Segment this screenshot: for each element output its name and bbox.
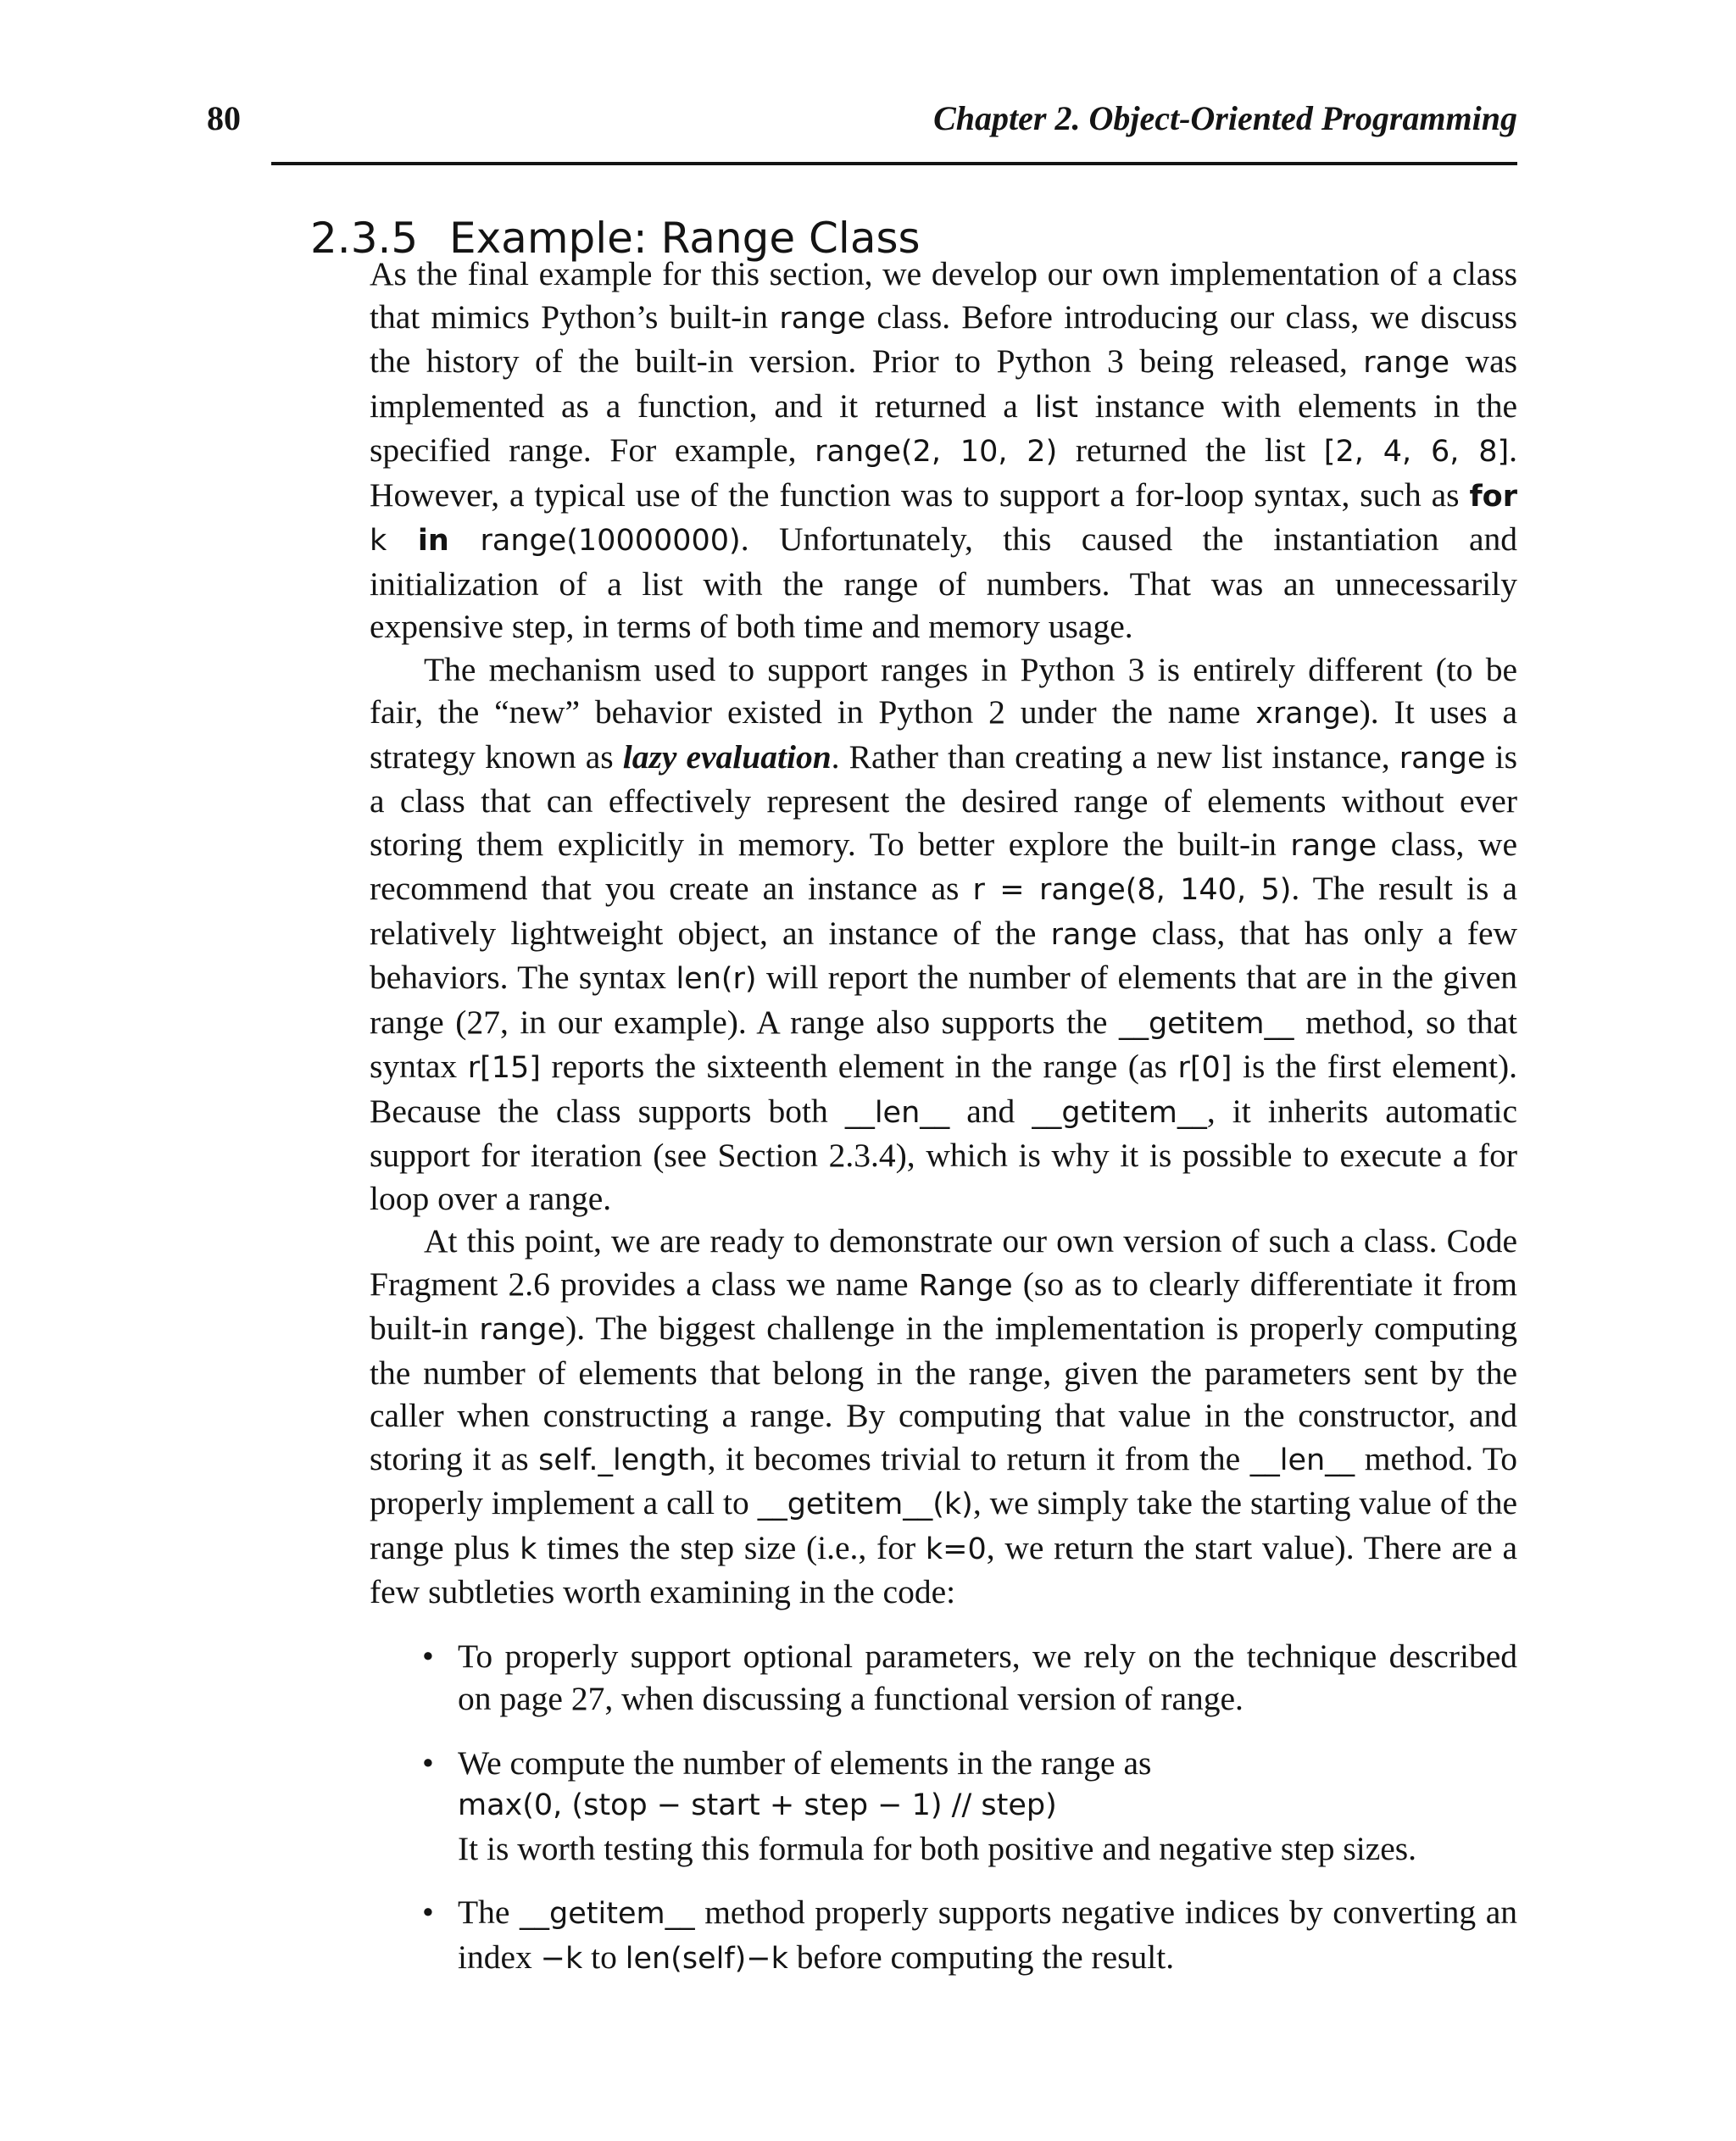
inline-code: −k bbox=[540, 1941, 583, 1976]
inline-code: Range bbox=[918, 1268, 1013, 1303]
keyword: for bbox=[1469, 479, 1517, 514]
text-run: As the final example for this section, we develop our own implementation of a class that mimics Python’s built-in bbox=[370, 255, 1517, 336]
keyword: in bbox=[417, 524, 449, 558]
bullet-marker: • bbox=[422, 1637, 434, 1675]
text-run: is a class that can effectively represent the desired range of elements without ever storing them explicitly in memory. To better explore the built-in bbox=[370, 737, 1517, 863]
text-run: was implemented as a function, and it returned a bbox=[370, 342, 1517, 425]
text-run: reports the sixteenth element in the range (as bbox=[540, 1048, 1178, 1085]
paragraph-1 bbox=[370, 253, 1517, 648]
text-run: class, we recommend that you create an instance as bbox=[370, 825, 1517, 907]
inline-code: self._length bbox=[538, 1443, 708, 1477]
text-run: method. To properly implement a call to bbox=[370, 1439, 1518, 1521]
text-run: We compute the number of elements in the range as bbox=[458, 1743, 1152, 1782]
text-run: is the first element). Because the class supports both bbox=[370, 1048, 1517, 1130]
text-run: times the step size (i.e., for bbox=[537, 1528, 926, 1566]
inline-code: range bbox=[1399, 741, 1486, 776]
text-run: , it becomes trivial to return it from the bbox=[707, 1439, 1250, 1477]
inline-code: range(2, 10, 2) bbox=[815, 435, 1058, 469]
inline-code: range bbox=[1290, 828, 1377, 863]
inline-code: range bbox=[1050, 917, 1138, 952]
text-run: and bbox=[949, 1092, 1032, 1130]
running-head: Chapter 2. Object-Oriented Programming bbox=[933, 99, 1517, 137]
section-number: 2.3.5 bbox=[310, 213, 419, 263]
paragraph-3 bbox=[370, 1220, 1517, 1614]
bullet-list bbox=[370, 1635, 1517, 1981]
bullet-item bbox=[370, 1891, 1517, 1980]
text-run: (so as to clearly differentiate it from built-in bbox=[370, 1265, 1517, 1347]
inline-code: __getitem__ bbox=[520, 1897, 695, 1931]
inline-code: range bbox=[779, 301, 866, 336]
paragraph-2 bbox=[370, 648, 1517, 1221]
text-run: . Rather than creating a new list instance, bbox=[831, 737, 1399, 776]
text-run: method properly supports negative indices by converting an index bbox=[458, 1894, 1517, 1976]
text-run: The bbox=[458, 1894, 520, 1931]
header-rule bbox=[271, 162, 1517, 165]
inline-code: k bbox=[370, 524, 418, 558]
text-run: will report the number of elements that are in the given range (27, in our example). A range also supports the bbox=[370, 959, 1517, 1041]
body-text bbox=[370, 253, 1517, 2001]
inline-code: len(self)−k bbox=[625, 1941, 788, 1976]
text-run: At this point, we are ready to demonstrate our own version of such a class. Code Fragment 2.6 provides a class we name bbox=[370, 1222, 1517, 1303]
text-run: , we simply take the starting value of the range plus bbox=[370, 1484, 1517, 1566]
inline-code: __getitem__(k) bbox=[757, 1488, 973, 1521]
text-run: to bbox=[582, 1938, 626, 1976]
bullet-marker: • bbox=[422, 1894, 434, 1931]
inline-code: r[0] bbox=[1177, 1051, 1232, 1085]
inline-code: k bbox=[520, 1532, 537, 1566]
bullet-item bbox=[370, 1635, 1517, 1721]
inline-code: xrange bbox=[1255, 697, 1360, 731]
inline-code: k=0 bbox=[925, 1532, 987, 1566]
text-run: . The result is a relatively lightweight object, an instance of the bbox=[370, 870, 1518, 952]
text-run: , it inherits automatic support for iteration (see Section 2.3.4), which is why it is possible to execute a for loop over a range. bbox=[370, 1092, 1517, 1217]
bullet-marker: • bbox=[422, 1743, 434, 1782]
inline-code: r = range(8, 140, 5) bbox=[972, 873, 1292, 907]
text-run: To properly support optional parameters, we rely on the technique described on page 27, when discussing a functional version of range. bbox=[458, 1637, 1517, 1717]
text-run: . Unfortunately, this caused the instantiation and initialization of a list with the range of numbers. That was an unnecessarily expensive step, in terms of both time and memory usage. bbox=[370, 520, 1517, 645]
text-run: class, that has only a few behaviors. The syntax bbox=[370, 914, 1517, 996]
text-run: returned the list bbox=[1057, 431, 1324, 469]
defined-term: lazy evaluation bbox=[622, 737, 832, 776]
text-run: ). The biggest challenge in the implementation is properly computing the number of elements that belong in the range, given the parameters sent by the caller when constructing a range. By computing that value in the constructor, and storing it as bbox=[370, 1310, 1517, 1477]
inline-code: len(r) bbox=[676, 962, 757, 996]
inline-code: range bbox=[479, 1313, 566, 1347]
inline-code: range(10000000) bbox=[448, 524, 741, 558]
text-run: It is worth testing this formula for both positive and negative step sizes. bbox=[458, 1829, 1417, 1867]
text-run: . However, a typical use of the function was to support a for-loop syntax, such as bbox=[370, 431, 1517, 514]
text-run: class. Before introducing our class, we discuss the history of the built-in version. Prior to Python 3 being released, bbox=[370, 298, 1517, 380]
inline-code: r[15] bbox=[467, 1051, 541, 1085]
text-run: ). It uses a strategy known as bbox=[370, 693, 1517, 776]
bullet-item bbox=[370, 1742, 1517, 1871]
text-run: before computing the result. bbox=[787, 1938, 1175, 1976]
inline-code: [2, 4, 6, 8] bbox=[1323, 435, 1510, 469]
text-run: , we return the start value). There are a few subtleties worth examining in the code: bbox=[370, 1528, 1517, 1610]
inline-code: range bbox=[1363, 346, 1450, 380]
inline-code: __len__ bbox=[844, 1095, 950, 1130]
inline-code: list bbox=[1034, 390, 1079, 425]
inline-code: __getitem__ bbox=[1032, 1095, 1207, 1130]
inline-code: __len__ bbox=[1249, 1443, 1355, 1477]
section-title: Example: Range Class bbox=[449, 213, 921, 263]
inline-code: __getitem__ bbox=[1118, 1006, 1294, 1041]
text-run: method, so that syntax bbox=[370, 1003, 1517, 1085]
text-run: instance with elements in the specified range. For example, bbox=[370, 386, 1517, 469]
formula: max(0, (stop − start + step − 1) // step) bbox=[458, 1788, 1057, 1822]
text-run: The mechanism used to support ranges in Python 3 is entirely different (to be fair, the “new” behavior existed in Python 2 under the name bbox=[370, 650, 1517, 731]
page-number: 80 bbox=[207, 99, 241, 137]
